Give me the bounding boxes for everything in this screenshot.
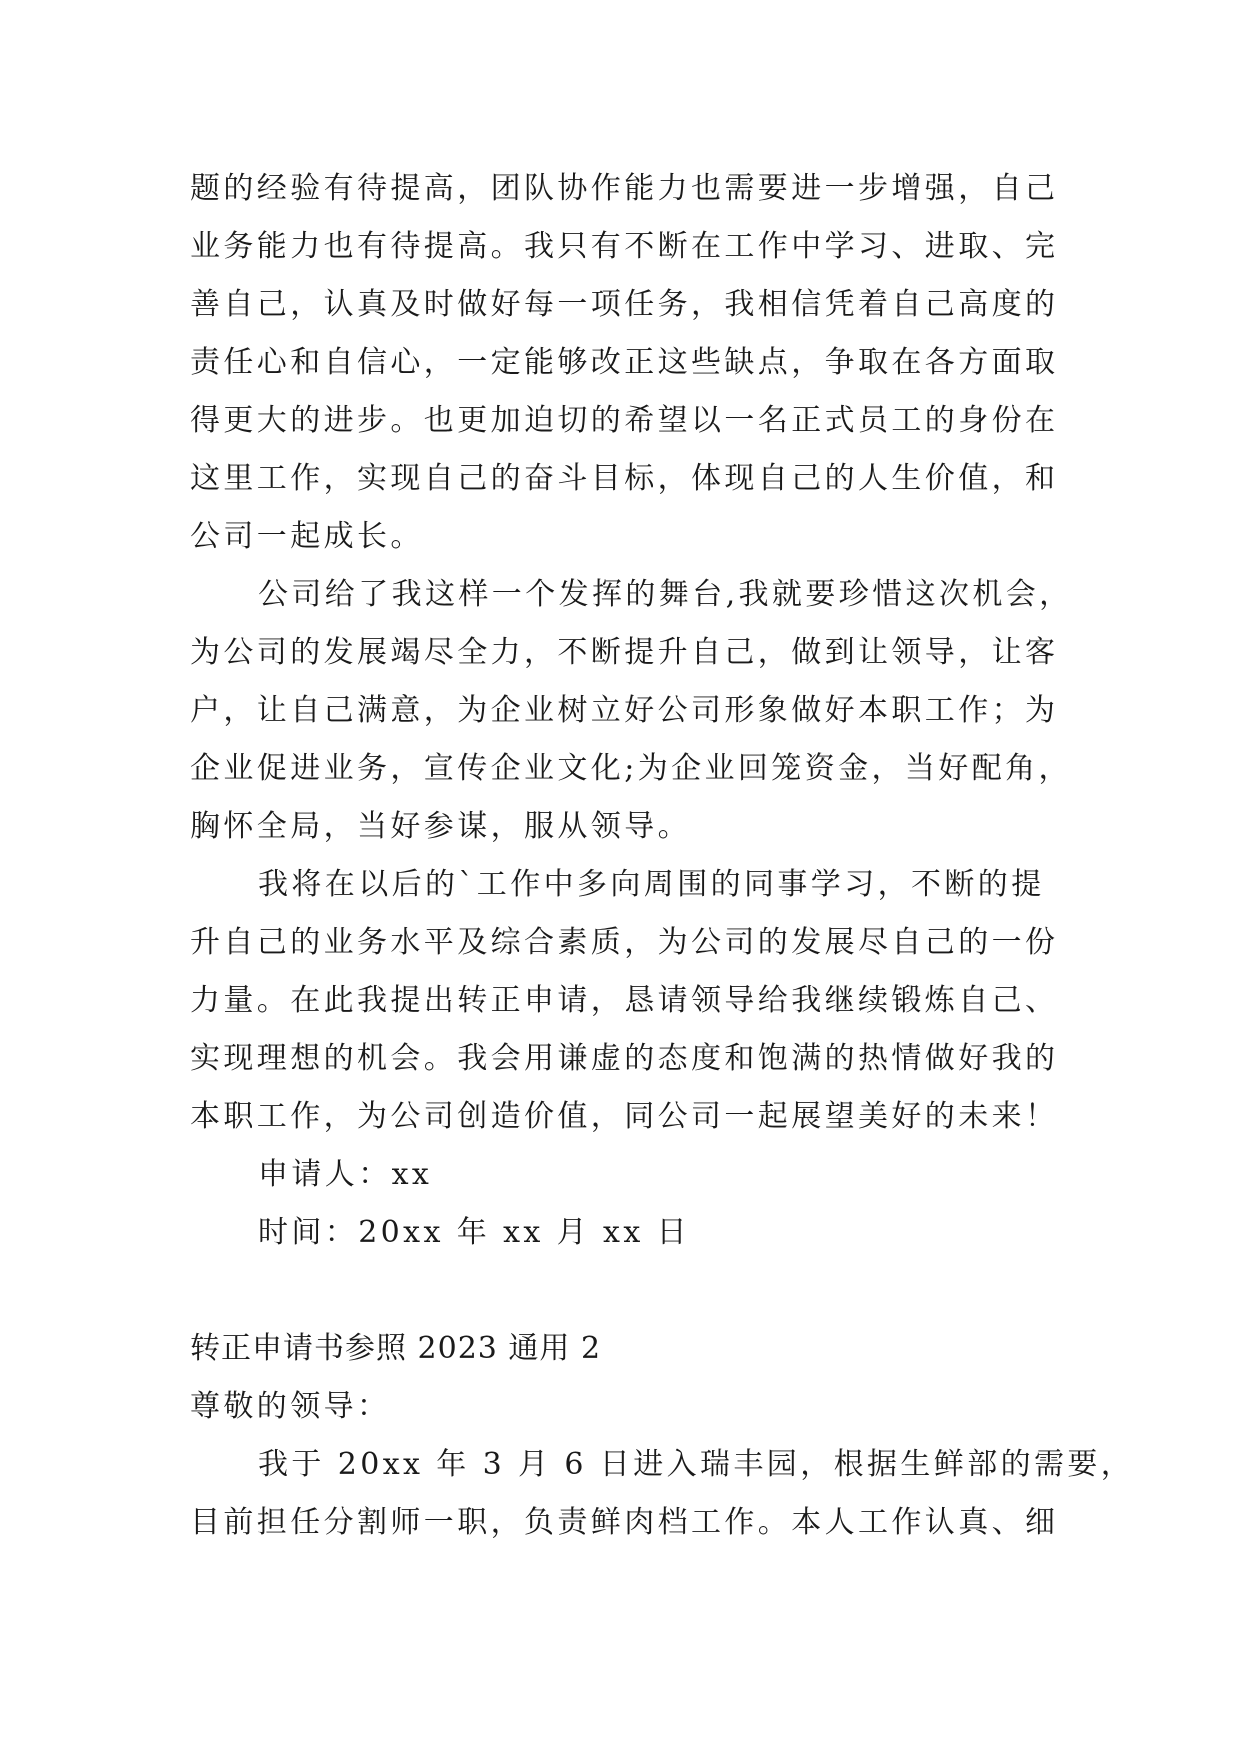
text-line: 户，让自己满意，为企业树立好公司形象做好本职工作；为 bbox=[190, 693, 1059, 728]
text-line: 责任心和自信心，一定能够改正这些缺点，争取在各方面取 bbox=[190, 345, 1059, 380]
section-title: 转正申请书参照 2023 通用 2 bbox=[190, 1331, 602, 1366]
text-line: 题的经验有待提高，团队协作能力也需要进一步增强，自己 bbox=[190, 171, 1059, 206]
text-line: 力量。在此我提出转正申请，恳请领导给我继续锻炼自己、 bbox=[190, 983, 1059, 1018]
text-line: 公司给了我这样一个发挥的舞台,我就要珍惜这次机会， bbox=[258, 577, 1073, 612]
text-line: 实现理想的机会。我会用谦虚的态度和饱满的热情做好我的 bbox=[190, 1041, 1059, 1076]
text-line: 得更大的进步。也更加迫切的希望以一名正式员工的身份在 bbox=[190, 403, 1059, 438]
text-line: 企业促进业务，宣传企业文化;为企业回笼资金，当好配角， bbox=[190, 751, 1072, 786]
text-line: 为公司的发展竭尽全力，不断提升自己，做到让领导，让客 bbox=[190, 635, 1059, 670]
text-line: 我于 20xx 年 3 月 6 日进入瑞丰园，根据生鲜部的需要， bbox=[258, 1447, 1135, 1482]
document-page bbox=[190, 160, 1135, 1552]
paragraph-company-stage bbox=[190, 566, 1073, 856]
text-line: 善自己，认真及时做好每一项任务，我相信凭着自己高度的 bbox=[190, 287, 1059, 322]
paragraph-continued bbox=[190, 160, 1070, 566]
text-line: 我将在以后的`工作中多向周围的同事学习，不断的提 bbox=[258, 867, 1045, 902]
applicant-line: 申请人：xx bbox=[258, 1157, 433, 1192]
text-line: 公司一起成长。 bbox=[190, 519, 424, 554]
date-line: 时间：20xx 年 xx 月 xx 日 bbox=[258, 1215, 690, 1250]
text-line: 升自己的业务水平及综合素质，为公司的发展尽自己的一份 bbox=[190, 925, 1059, 960]
text-line: 目前担任分割师一职，负责鲜肉档工作。本人工作认真、细 bbox=[190, 1505, 1059, 1540]
paragraph-future-work bbox=[190, 856, 1070, 1146]
text-line: 业务能力也有待提高。我只有不断在工作中学习、进取、完 bbox=[190, 229, 1059, 264]
text-line: 本职工作，为公司创造价值，同公司一起展望美好的未来！ bbox=[190, 1099, 1059, 1134]
salutation: 尊敬的领导： bbox=[190, 1389, 391, 1424]
section-gap bbox=[190, 1262, 1070, 1320]
text-line: 胸怀全局，当好参谋，服从领导。 bbox=[190, 809, 691, 844]
text-line: 这里工作，实现自己的奋斗目标，体现自己的人生价值，和 bbox=[190, 461, 1059, 496]
paragraph-intro bbox=[190, 1436, 1135, 1552]
